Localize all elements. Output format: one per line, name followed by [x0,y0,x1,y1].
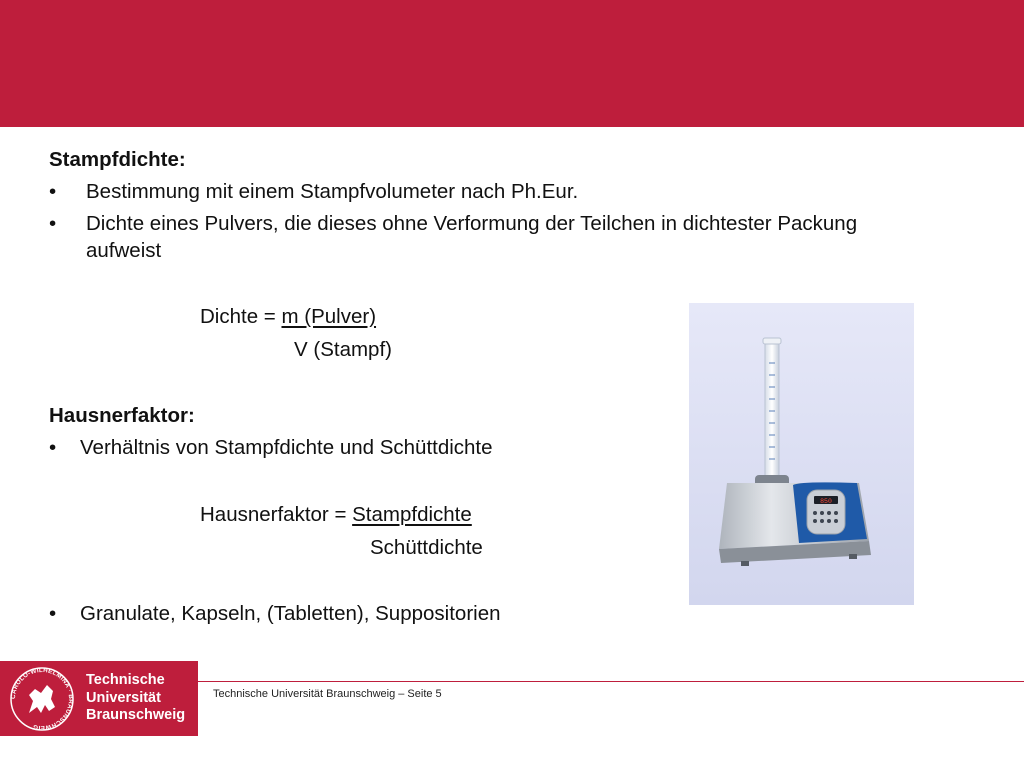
device-illustration [689,303,914,605]
formula-dichte-numerator: m (Pulver) [281,305,377,328]
heading-stampfdichte: Stampfdichte: [49,148,186,171]
seal-text: CAROLO-WILHELMINA · BRAUNSCHWEIG [9,666,75,732]
bullet-dichte-line2: aufweist [86,239,162,262]
bullet-verhaeltnis: Verhältnis von Stampfdichte und Schüttdichte [80,436,493,459]
bullet-granulate: Granulate, Kapseln, (Tabletten), Suppositorien [80,602,501,625]
bullet-symbol: • [49,180,57,203]
formula-dichte [200,305,376,329]
heading-hausnerfaktor: Hausnerfaktor: [49,404,195,427]
tapped-density-tester-image [689,303,914,605]
bullet-stampfvolumeter: Bestimmung mit einem Stampfvolumeter nach Ph.Eur. [86,180,579,203]
formula-hausner-denominator: Schüttdichte [370,536,483,559]
footer-divider [198,681,1024,682]
logo-wordmark [86,672,185,725]
formula-hausner-numerator: Stampfdichte [352,503,472,526]
logo-line-1: Technische [86,672,165,688]
bullet-symbol: • [49,602,57,625]
bullet-symbol: • [49,436,57,459]
device-display-readout: 850 [820,498,832,505]
bullet-symbol: • [49,212,57,235]
formula-dichte-denominator: V (Stampf) [294,338,392,361]
tu-braunschweig-logo [0,661,198,736]
bullet-dichte-line1: Dichte eines Pulvers, die dieses ohne Verformung der Teilchen in dichtester Packung [86,212,858,235]
formula-hausner-lhs: Hausnerfaktor = [200,503,353,526]
formula-dichte-lhs: Dichte = [200,305,282,328]
university-seal-icon [7,665,77,733]
logo-line-2: Universität [86,689,161,706]
footer-text: Technische Universität Braunschweig – Seite 5 [213,688,442,700]
logo-line-3: Braunschweig [86,707,186,723]
formula-hausner [200,503,472,527]
